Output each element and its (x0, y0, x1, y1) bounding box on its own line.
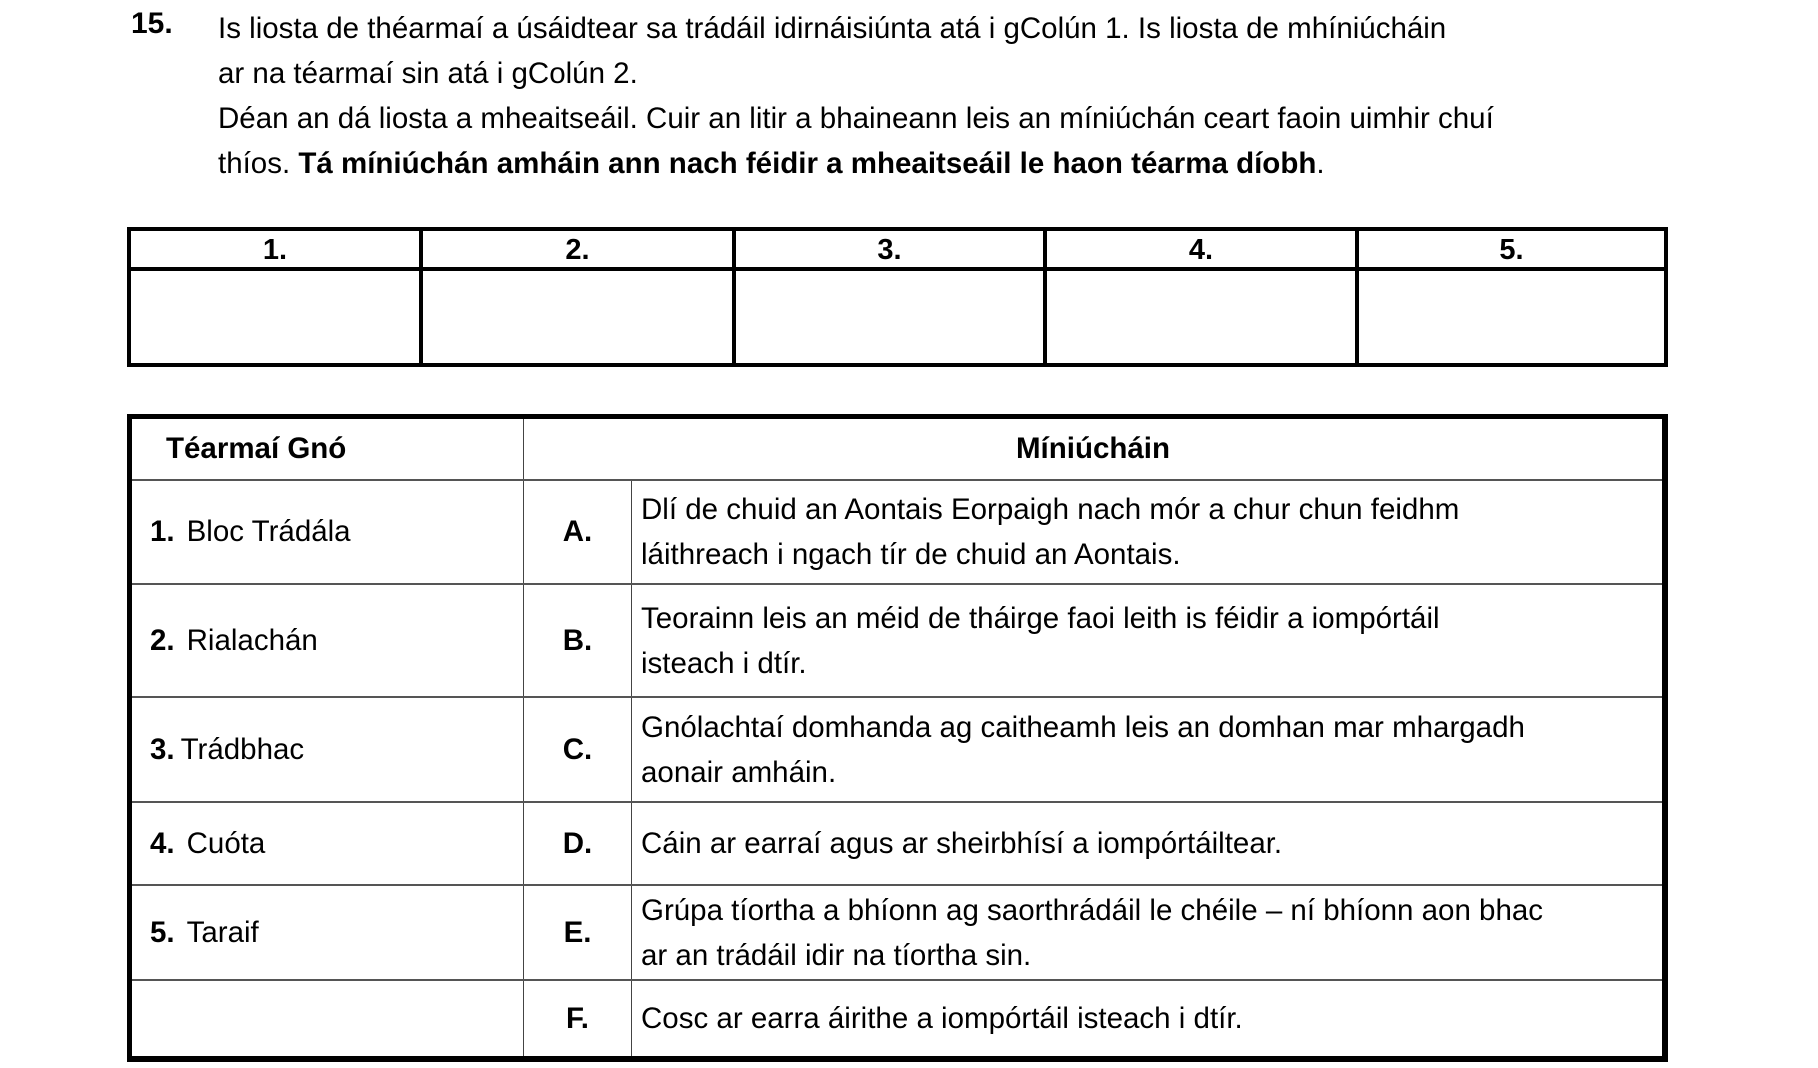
term-number: 2. (150, 623, 175, 657)
term-label: Rialachán (186, 623, 318, 657)
answer-cell-4[interactable] (1047, 271, 1359, 363)
definition-letter: D. (524, 803, 632, 884)
definition-letter: A. (524, 481, 632, 583)
answer-cell-1[interactable] (131, 271, 423, 363)
definition-line: isteach i dtír. (641, 646, 807, 680)
table-row (132, 886, 1662, 981)
definition-letter: C. (524, 698, 632, 801)
table-row (132, 585, 1662, 698)
matching-table-header (132, 419, 1662, 481)
definition-line: Gnólachtaí domhanda ag caitheamh leis an domhan mar mhargadh (641, 710, 1525, 744)
definition-cell (632, 481, 1662, 583)
term-cell (132, 886, 524, 979)
question-instructions (218, 6, 1698, 186)
question-number: 15. (131, 7, 173, 40)
table-row (132, 481, 1662, 585)
term-number: 5. (150, 915, 175, 949)
term-number: 4. (150, 826, 175, 860)
definition-line: ar an trádáil idir na tíortha sin. (641, 938, 1032, 972)
definition-line: Grúpa tíortha a bhíonn ag saorthrádáil le chéile – ní bhíonn aon bhac (641, 893, 1544, 927)
definition-cell (632, 886, 1662, 979)
term-cell (132, 698, 524, 801)
definition-line: Teorainn leis an méid de tháirge faoi leith is féidir a iompórtáil (641, 601, 1440, 635)
term-cell-empty (132, 981, 524, 1056)
term-cell (132, 803, 524, 884)
answer-cell-2[interactable] (423, 271, 736, 363)
definition-cell (632, 803, 1662, 884)
definition-line: aonair amháin. (641, 755, 837, 789)
term-label: Trádbhac (180, 732, 305, 766)
term-label: Cuóta (186, 826, 266, 860)
instruction-line-2: ar na téarmaí sin atá i gColún 2. (218, 57, 638, 90)
term-label: Bloc Trádála (186, 515, 351, 548)
answer-grid (127, 227, 1668, 367)
table-row (132, 698, 1662, 803)
answer-header-1: 1. (131, 231, 423, 271)
definition-line: Cáin ar earraí agus ar sheirbhísí a iompórtáiltear. (641, 827, 1283, 860)
definition-letter: F. (524, 981, 632, 1056)
term-number: 1. (150, 515, 175, 548)
instruction-line-4-plain: thíos. (218, 147, 299, 180)
definition-line: láithreach i ngach tír de chuid an Aontais. (641, 538, 1181, 571)
definition-letter: E. (524, 886, 632, 979)
definitions-column-header: Míniúcháin (1015, 432, 1171, 465)
table-row (132, 803, 1662, 886)
matching-table (127, 414, 1668, 1062)
answer-header-2: 2. (423, 231, 736, 271)
term-label: Taraif (186, 915, 259, 949)
table-row (132, 981, 1662, 1056)
instruction-emphasis: Tá míniúchán amháin ann nach féidir a mheaitseáil le haon téarma díobh (298, 147, 1317, 180)
term-number: 3. (150, 732, 175, 766)
definition-line: Dlí de chuid an Aontais Eorpaigh nach mór a chur chun feidhm (641, 493, 1460, 526)
answer-cell-5[interactable] (1359, 271, 1664, 363)
answer-header-3: 3. (736, 231, 1047, 271)
definition-line: Cosc ar earra áirithe a iompórtáil isteach i dtír. (641, 1002, 1243, 1035)
answer-header-4: 4. (1047, 231, 1359, 271)
instruction-line-4-end: . (1316, 147, 1325, 180)
terms-column-header: Téarmaí Gnó (132, 419, 524, 479)
definition-cell (632, 585, 1662, 696)
answer-header-5: 5. (1359, 231, 1664, 271)
term-cell (132, 481, 524, 583)
definition-cell (632, 698, 1662, 801)
instruction-line-1: Is liosta de théarmaí a úsáidtear sa trádáil idirnáisiúnta atá i gColún 1. Is liosta de mhíniúcháin (218, 12, 1447, 45)
definition-letter: B. (524, 585, 632, 696)
answer-cell-3[interactable] (736, 271, 1047, 363)
instruction-line-4 (218, 141, 1698, 186)
instruction-line-3: Déan an dá liosta a mheaitseáil. Cuir an litir a bhaineann leis an míniúchán ceart faoin uimhir chuí (218, 102, 1494, 135)
term-cell (132, 585, 524, 696)
definition-cell (632, 981, 1662, 1056)
